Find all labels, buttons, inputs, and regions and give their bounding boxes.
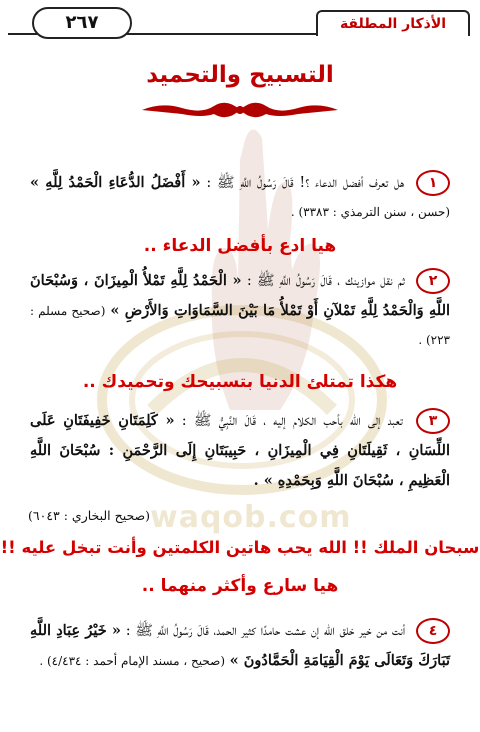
section-3-intro: تعبد إلى الله بأحب الكلام إليه ، قَالَ النَّبِيُّ ﷺ : <box>181 413 403 429</box>
section-3-source: (صحيح البخاري : ٦٠٤٣) <box>28 508 151 523</box>
section-4-hadith: « خَيْرُ عِبَادِ اللَّهِ تَبَارَكَ وَتَعَالَى يَوْمَ الْقِيَامَةِ الْحَمَّادُونَ » <box>30 622 450 669</box>
section-number-4: ٤ <box>416 618 450 644</box>
section-3 <box>30 406 450 496</box>
section-number-1: ١ <box>416 170 450 196</box>
section-3-hadith: « كَلِمَتَانِ خَفِيفَتَانِ عَلَى اللِّسَانِ ، ثَقِيلَتَانِ فِي الْمِيزَانِ ، حَبِيبَتَانِ إِلَى الرَّحْمَنِ : سُبْحَانَ اللَّهِ الْعَظِيمِ ، سُبْحَانَ اللَّهِ وَبِحَمْدِهِ » . <box>30 412 450 489</box>
section-1-intro: هل تعرف أفضل الدعاء ؟! قَالَ رَسُولُ اللَّهِ ﷺ : <box>206 175 405 191</box>
section-2 <box>30 266 450 355</box>
call-2: هكذا تمتلئ الدنيا بتسبيحك وتحميدك .. <box>82 372 398 392</box>
section-4-intro: أنت من خير خلق الله إن عشت حامدًا كثير الحمد، قَالَ رَسُولُ اللَّهِ ﷺ : <box>125 623 406 639</box>
section-2-intro: ثم نقل موازينك ، قَالَ رَسُولُ اللَّهِ ﷺ : <box>246 273 405 289</box>
section-4 <box>30 616 450 676</box>
ornament-divider-icon <box>132 96 348 124</box>
section-1 <box>30 168 450 227</box>
section-4-source: (صحيح ، مسند الإمام أحمد : ٤/٤٣٤) . <box>39 654 226 668</box>
book-title: الأذكار المطلقة <box>316 10 470 36</box>
page-number: ٢٦٧ <box>32 7 132 39</box>
section-number-3: ٣ <box>416 408 450 434</box>
call-3: سبحان الملك !! الله يحب هاتين الكلمتين وأنت تبخل عليه !! <box>0 538 480 557</box>
section-2-hadith: « الْحَمْدُ لِلَّهِ تَمْلأُ الْمِيزَانَ ، وَسُبْحَانَ اللَّهِ وَالْحَمْدُ لِلَّهِ تَمْلآنِ أَوْ تَمْلأُ مَا بَيْنَ السَّمَاوَاتِ وَالأَرْضِ » <box>30 272 451 319</box>
watermark-url: waqob.com <box>150 500 352 535</box>
section-1-source: (حسن ، سنن الترمذي : ٣٣٨٣) . <box>290 205 450 219</box>
section-number-2: ٢ <box>416 268 450 294</box>
section-1-hadith: « أَفْضَلُ الدُّعَاءِ الْحَمْدُ لِلَّهِ » <box>30 174 201 191</box>
call-1: هيا ادع بأفضل الدعاء .. <box>143 236 337 256</box>
chapter-title: التسبيح والتحميد <box>146 62 334 88</box>
call-4: هيا سارع وأكثر منهما .. <box>141 576 339 596</box>
section-2-source: (صحيح مسلم : ٢٢٣) . <box>30 304 450 347</box>
